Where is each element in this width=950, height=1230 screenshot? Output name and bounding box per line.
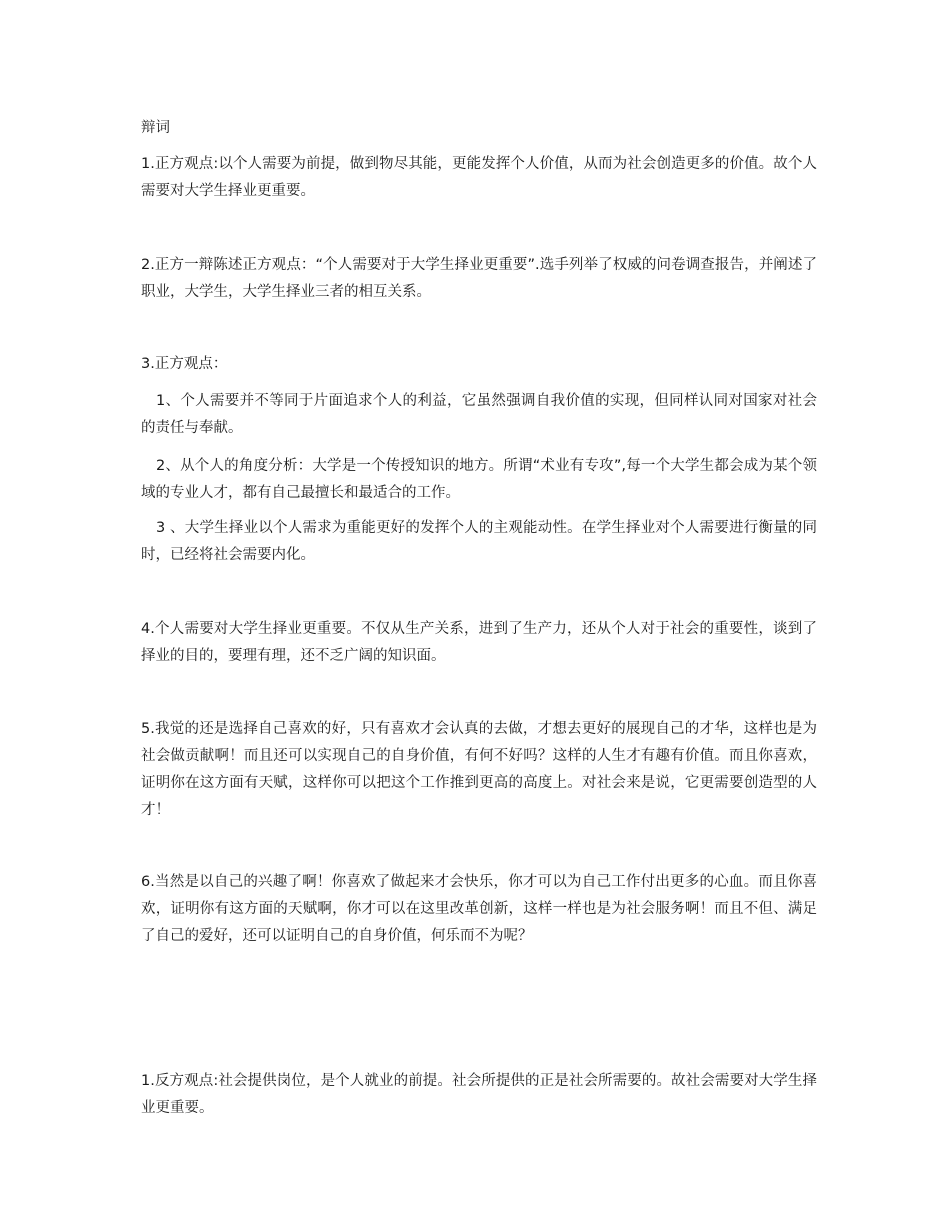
paragraph-pro-3-heading: 3.正方观点： [141,356,228,372]
paragraph-pro-3-point-1: 1、个人需要并不等同于片面追求个人的利益，它虽然强调自我价值的实现，但同样认同对国家对社会的责任与奉献。 [141,393,817,436]
document-title: 辩词 [141,120,170,136]
paragraph-pro-3-point-2: 2、从个人的角度分析：大学是一个传授知识的地方。所谓“术业有专攻”,每一个大学生都会成为某个领域的专业人才，都有自己最擅长和最适合的工作。 [141,458,817,501]
paragraph-pro-1: 1.正方观点:以个人需要为前提，做到物尽其能，更能发挥个人价值，从而为社会创造更多的价值。故个人需要对大学生择业更重要。 [141,156,817,199]
paragraph-con-1: 1.反方观点:社会提供岗位，是个人就业的前提。社会所提供的正是社会所需要的。故社会需要对大学生择业更重要。 [141,1073,817,1116]
paragraph-pro-6: 6.当然是以自己的兴趣了啊！你喜欢了做起来才会快乐，你才可以为自己工作付出更多的心血。而且你喜欢，证明你有这方面的天赋啊，你才可以在这里改革创新，这样一样也是为社会服务啊！而且不但、满足了自己的爱好，还可以证明自己的自身价值，何乐而不为呢？ [141,874,817,944]
paragraph-pro-2: 2.正方一辩陈述正方观点：“个人需要对于大学生择业更重要”.选手列举了权威的问卷调查报告，并阐述了职业，大学生，大学生择业三者的相互关系。 [141,257,817,300]
paragraph-pro-4: 4.个人需要对大学生择业更重要。不仅从生产关系，进到了生产力，还从个人对于社会的重要性，谈到了择业的目的，要理有理，还不乏广阔的知识面。 [141,621,817,664]
paragraph-pro-5: 5.我觉的还是选择自己喜欢的好，只有喜欢才会认真的去做，才想去更好的展现自己的才华，这样也是为社会做贡献啊！而且还可以实现自己的自身价值，有何不好吗？这样的人生才有趣有价值。而且你喜欢，证明你在这方面有天赋，这样你可以把这个工作推到更高的高度上。对社会来是说，它更需要创造型的人才！ [141,721,817,818]
paragraph-pro-3-point-3: 3 、大学生择业以个人需求为重能更好的发挥个人的主观能动性。在学生择业对个人需要进行衡量的同时，已经将社会需要内化。 [141,520,817,563]
